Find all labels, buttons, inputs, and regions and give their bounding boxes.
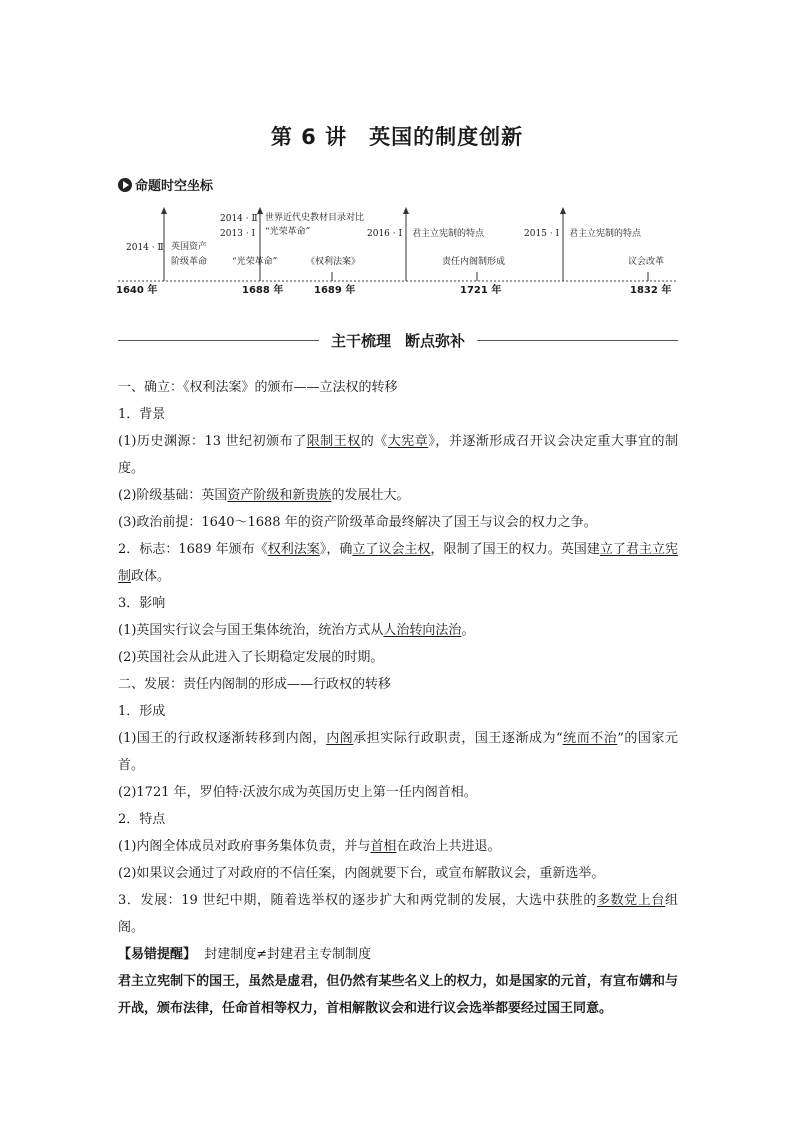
- tip-heading: [118, 941, 678, 968]
- paragraph-class-basis: (2)阶级基础：英国资产阶级和新贵族的发展壮大。: [118, 488, 410, 503]
- timeline-label: 英国资产: [171, 242, 208, 252]
- tip-label: 【易错提醒】: [118, 947, 197, 962]
- section-heading-b: 断点弥补: [405, 331, 466, 350]
- arrow-head-icon: [560, 207, 566, 214]
- axis-year: 1640 年: [116, 285, 158, 296]
- lecture-number: 第 6 讲: [270, 125, 348, 149]
- arrow-head-icon: [161, 207, 167, 214]
- paragraph-no-confidence: (2)如果议会通过了对政府的不信任案，内阁就要下台，或宣布解散议会，重新选举。: [118, 866, 605, 881]
- subheading-impact: 3．影响: [118, 596, 166, 611]
- paragraph-symbol: 2．标志：1689 年颁布《权利法案》，确立了议会主权，限制了国王的权力。英国建立了君主立宪制政体。: [118, 542, 678, 584]
- paragraph-majority-party: 3．发展：19 世纪中期，随着选举权的逐步扩大和两党制的发展，大选中获胜的多数党上台组阁。: [118, 893, 678, 935]
- timeline-label: 君主立宪制的特点: [569, 229, 642, 239]
- divider: [118, 340, 319, 341]
- axis-year: 1689 年: [314, 285, 356, 296]
- axis-year: 1832 年: [630, 285, 672, 296]
- timeline-label: 君主立宪制的特点: [412, 229, 485, 239]
- tip-body: 君主立宪制下的国王，虽然是虚君，但仍然有某些名义上的权力，如是国家的元首，有宣布媾和与开战，颁布法律，任命首相等权力，首相解散议会和进行议会选举都要经过国王同意。: [118, 974, 678, 1016]
- axis-year: 1721 年: [460, 285, 502, 296]
- axis-year: 1688 年: [242, 285, 284, 296]
- heading-development: 二、发展：责任内阁制的形成——行政权的转移: [118, 677, 392, 692]
- paragraph-origin: (1)历史渊源：13 世纪初颁布了限制王权的《大宪章》，并逐渐形成召开议会决定重大事宜的制度。: [118, 434, 678, 476]
- lecture-topic: 英国的制度创新: [369, 125, 524, 149]
- heading-establishment: 一、确立：《权利法案》的颁布——立法权的转移: [118, 380, 398, 395]
- exam-tag: 2014 · Ⅱ: [220, 214, 258, 224]
- subheading-features: 2．特点: [118, 812, 166, 827]
- subheading-background: 1．背景: [118, 407, 166, 422]
- paragraph-walpole: (2)1721 年，罗伯特·沃波尔成为英国历史上第一任内阁首相。: [118, 785, 477, 800]
- paragraph-cabinet-power: (1)国王的行政权逐渐转移到内阁，内阁承担实际行政职责，国王逐渐成为“统而不治”的国家元首。: [118, 731, 678, 773]
- exam-tag: 2015 · Ⅰ: [524, 229, 560, 239]
- paragraph-collective-responsibility: (1)内阁全体成员对政府事务集体负责，并与首相在政治上共进退。: [118, 839, 501, 854]
- timeline-label: 议会改革: [628, 257, 665, 267]
- timeline-label: 《权利法案》: [306, 257, 361, 267]
- exam-tag: 2016 · Ⅰ: [367, 229, 403, 239]
- section-heading-a: 主干梳理: [330, 331, 391, 350]
- section-heading: [118, 330, 678, 350]
- divider: [477, 340, 678, 341]
- timeline-label: 世界近代史教材目录对比: [265, 213, 365, 223]
- timeline-label: “光荣革命”: [265, 227, 311, 237]
- timeline-label: “光荣革命”: [232, 257, 278, 267]
- section-marker-label: 命题时空坐标: [135, 179, 214, 194]
- section-heading-text: [319, 330, 477, 351]
- tip-title: 封建制度≠封建君主专制制度: [204, 947, 372, 962]
- timeline-label: 责任内阁制形成: [442, 257, 506, 267]
- timeline: [0, 0, 794, 320]
- subheading-formation: 1．形成: [118, 704, 166, 719]
- exam-tag: 2013 · Ⅰ: [220, 229, 256, 239]
- arrow-head-icon: [257, 207, 263, 214]
- arrow-head-icon: [403, 207, 409, 214]
- timeline-label: 阶级革命: [171, 257, 208, 267]
- content-body: [118, 374, 678, 1022]
- exam-tag: 2014 · Ⅱ: [126, 243, 164, 253]
- paragraph-stability: (2)英国社会从此进入了长期稳定发展的时期。: [118, 650, 384, 665]
- paragraph-rule-of-law: (1)英国实行议会与国王集体统治，统治方式从人治转向法治。: [118, 623, 475, 638]
- paragraph-political-premise: (3)政治前提：1640～1688 年的资产阶级革命最终解决了国王与议会的权力之争。: [118, 515, 597, 530]
